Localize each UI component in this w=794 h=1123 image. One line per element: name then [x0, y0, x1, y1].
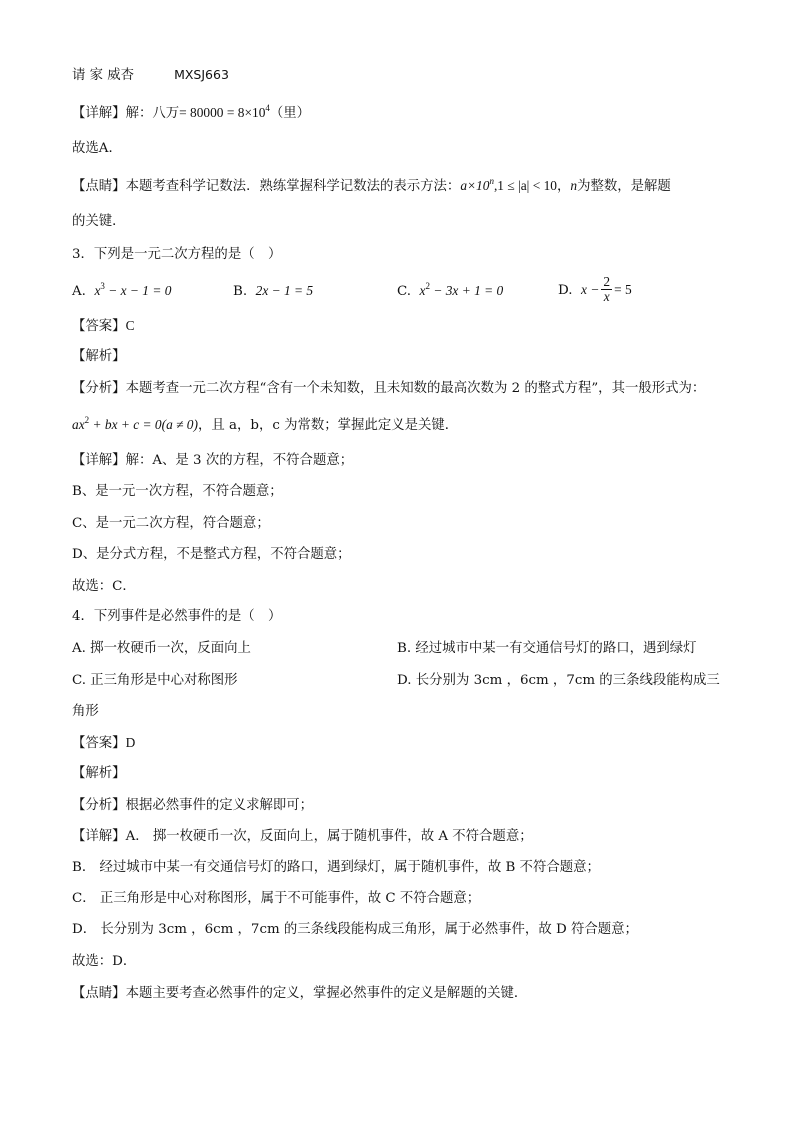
- q4-option-d: D. 长分别为 3cm ，6cm ，7cm 的三条线段能构成三: [397, 673, 720, 688]
- comment-text: 本题主要考查必然事件的定义，掌握必然事件的定义是解题的关键．: [125, 986, 528, 1001]
- detail-line: [72, 104, 310, 123]
- header-left: 请 家 威杏: [72, 68, 135, 83]
- option-exponent: 2: [425, 281, 430, 291]
- option-expr-rest: − 3x + 1 = 0: [430, 283, 504, 298]
- detail-text: 解：A、是 3 次的方程，不符合题意；: [125, 453, 354, 468]
- comment-exponent: n: [489, 176, 494, 186]
- option-expr-rest: − x − 1 = 0: [104, 283, 172, 298]
- general-form: ax: [72, 417, 85, 432]
- q3-answer-line: [72, 317, 135, 336]
- q4-answer-line: [72, 734, 135, 753]
- detail-text: 解：八万: [125, 106, 180, 121]
- q3-detail-a: [72, 452, 353, 470]
- comment-n: n: [570, 178, 578, 193]
- option-letter: B.: [233, 284, 248, 299]
- option-expr: x −: [581, 282, 600, 297]
- option-fraction: [601, 275, 612, 304]
- q3-detail-b: B、是一元一次方程，不符合题意；: [72, 484, 283, 499]
- option-expr: x: [94, 283, 101, 298]
- q3-option-a: [72, 282, 171, 301]
- analysis-text: 本题考查一元二次方程“含有一个未知数，且未知数的最高次数为 2 的整式方程”，其一般形式为：: [125, 381, 706, 396]
- detail-tag: 【详解】: [72, 106, 126, 121]
- option-expr-rest: = 5: [614, 282, 632, 297]
- analysis-tag: 【分析】: [72, 381, 126, 396]
- answer-value: C: [125, 318, 135, 333]
- general-form-rest: + bx + c = 0(a ≠ 0): [89, 417, 198, 432]
- detail-tag: 【详解】: [72, 829, 126, 844]
- choose-line: 故选A．: [72, 141, 122, 156]
- fraction-denominator: x: [603, 289, 610, 304]
- q4-detail-a: [72, 828, 533, 846]
- comment-tag: 【点睛】: [72, 179, 126, 194]
- detail-equation: = 80000 = 8×10: [179, 105, 266, 120]
- answer-value: D: [125, 735, 136, 750]
- q4-option-a: A. 掷一枚硬币一次，反面向上: [72, 641, 251, 656]
- option-letter: A.: [72, 284, 86, 299]
- answer-tag: 【答案】: [72, 319, 126, 334]
- header-line: [72, 66, 229, 85]
- comment-math: a×10: [460, 178, 490, 193]
- q4-analysis-line: [72, 797, 313, 815]
- option-letter: C.: [397, 284, 412, 299]
- answer-tag: 【答案】: [72, 736, 126, 751]
- q3-detail-c: C、是一元二次方程，符合题意；: [72, 516, 270, 531]
- general-form-exponent: 2: [84, 415, 90, 425]
- comment-line-2: 的关键．: [72, 214, 126, 229]
- q4-analysis-heading: 【解析】: [72, 766, 126, 781]
- option-letter: D.: [558, 283, 573, 298]
- comment-range: ,1 ≤ |a| < 10: [493, 178, 557, 193]
- option-expr: x: [419, 283, 426, 298]
- q3-analysis-heading: 【解析】: [72, 349, 126, 364]
- q3-analysis-line: [72, 380, 705, 398]
- q4-detail-b: B． 经过城市中某一有交通信号灯的路口，遇到绿灯，属于随机事件，故 B 不符合题意；: [72, 860, 600, 875]
- detail-tag: 【详解】: [72, 453, 126, 468]
- q4-detail-c: C． 正三角形是中心对称图形，属于不可能事件，故 C 不符合题意；: [72, 891, 481, 906]
- q4-option-c: C. 正三角形是中心对称图形: [72, 673, 238, 688]
- q3-option-c: [397, 282, 503, 301]
- question-4-stem: 4．下列事件是必然事件的是（ ）: [72, 609, 282, 624]
- detail-unit: （里）: [269, 106, 311, 121]
- fraction-numerator: 2: [603, 274, 611, 289]
- comment-text: 本题考查科学记数法．熟练掌握科学记数法的表示方法：: [125, 179, 461, 194]
- q3-option-d: [558, 276, 632, 305]
- q3-general-form-line: [72, 416, 458, 435]
- comment-line: [72, 177, 671, 196]
- general-form-note: ，且 a，b，c 为常数；掌握此定义是关键．: [197, 418, 459, 433]
- comment-tag: 【点睛】: [72, 986, 126, 1001]
- question-3-stem: 3．下列是一元二次方程的是（ ）: [72, 247, 282, 262]
- q3-option-b: [233, 282, 313, 301]
- header-code: MXSJ663: [174, 67, 229, 82]
- detail-exponent: 4: [265, 103, 270, 113]
- q4-comment-line: [72, 985, 527, 1003]
- q3-choose: 故选：C．: [72, 579, 136, 594]
- q4-choose: 故选：D．: [72, 954, 137, 969]
- analysis-text: 根据必然事件的定义求解即可；: [125, 798, 314, 813]
- q4-option-b: B. 经过城市中某一有交通信号灯的路口，遇到绿灯: [397, 641, 697, 656]
- comment-comma: ，: [556, 179, 571, 194]
- option-exponent: 3: [100, 281, 105, 291]
- analysis-tag: 【分析】: [72, 798, 126, 813]
- option-expr: 2x − 1 = 5: [255, 283, 314, 298]
- q3-detail-d: D、是分式方程，不是整式方程，不符合题意；: [72, 547, 351, 562]
- q4-detail-d: D． 长分别为 3cm ，6cm ，7cm 的三条线段能构成三角形，属于必然事件，故 D 符合题意；: [72, 922, 638, 937]
- detail-text: A． 掷一枚硬币一次，反面向上，属于随机事件，故 A 不符合题意；: [125, 829, 533, 844]
- q4-option-d-cont: 角形: [72, 704, 99, 719]
- comment-tail: 为整数，是解题: [577, 179, 671, 194]
